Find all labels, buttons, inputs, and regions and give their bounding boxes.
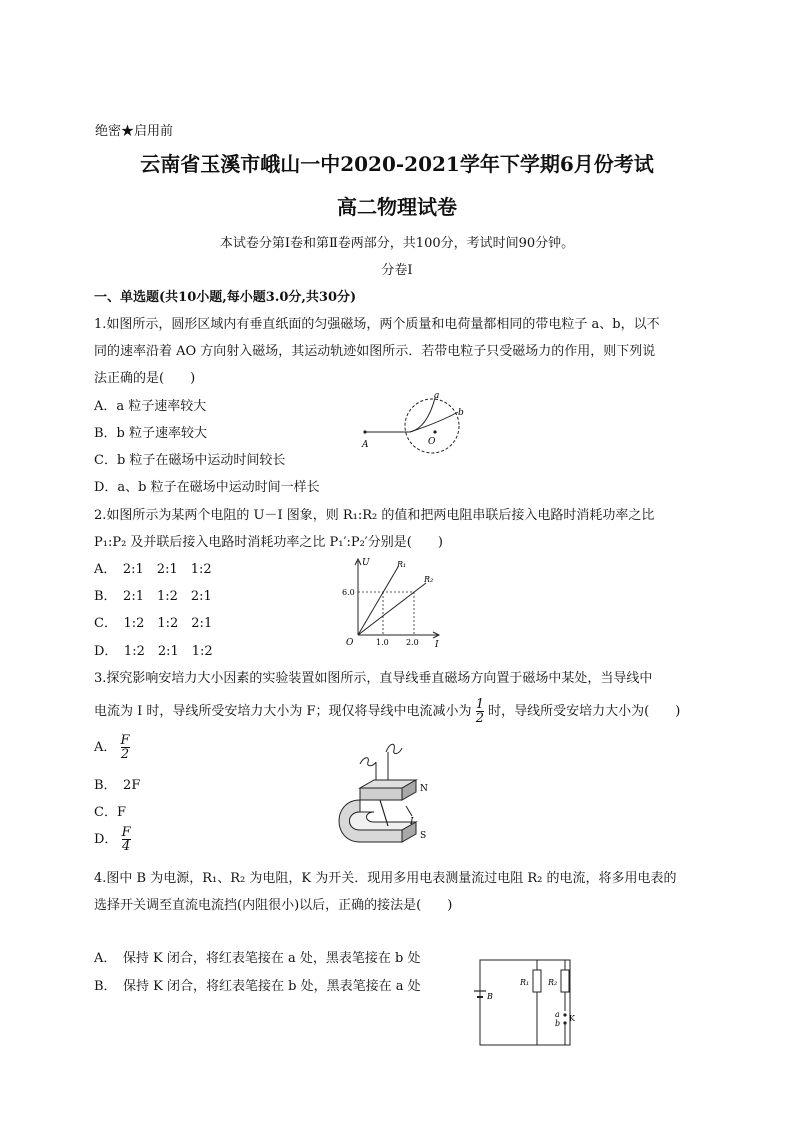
point-a-dot xyxy=(363,430,366,433)
resistor-r2 xyxy=(561,970,569,992)
point-o-dot xyxy=(433,430,436,433)
q3-frac-den: 2 xyxy=(475,711,484,726)
label-S: S xyxy=(420,831,427,841)
label-R1: R₁ xyxy=(397,560,407,569)
resistor-r1 xyxy=(533,970,541,992)
trajectory-a xyxy=(410,398,435,432)
q3-option-a-den: 2 xyxy=(120,747,130,762)
q2-option-c[interactable]: C． 1:2 1:2 2:1 xyxy=(94,616,213,631)
q3-magnet-figure xyxy=(330,738,450,850)
q2-text-line2: P₁:P₂ 及并联后接入电路时消耗功率之比 P₁′:P₂′分别是( ) xyxy=(94,535,443,550)
q3-text-line2 xyxy=(94,698,680,725)
label-b: b xyxy=(555,1019,561,1028)
q3-option-d-prefix: D． xyxy=(94,832,118,847)
q1-option-d[interactable]: D．a、b 粒子在磁场中运动时间一样长 xyxy=(94,480,320,495)
q2-option-a[interactable]: A． 2:1 2:1 1:2 xyxy=(94,562,212,577)
switch-contact-a xyxy=(563,1013,566,1016)
q2-text-line1: 2.如图所示为某两个电阻的 U－I 图象，则 R₁:R₂ 的值和把两电阻串联后接入电路时消耗功率之比 xyxy=(94,508,655,523)
label-a: a xyxy=(434,391,440,401)
q3-option-a-num: F xyxy=(120,733,130,748)
label-R2: R₂ xyxy=(424,575,434,584)
exam-subtitle: 高二物理试卷 xyxy=(337,195,457,219)
q3-line2-part-a: 电流为 I 时，导线所受安培力大小为 F；现仅将导线中电流减小为 xyxy=(94,704,472,719)
q3-option-b[interactable]: B． 2F xyxy=(94,778,141,793)
exam-instructions: 本试卷分第Ⅰ卷和第Ⅱ卷两部分，共100分，考试时间90分钟。 xyxy=(219,236,575,251)
q1-text-line1: 1.如图所示，圆形区域内有垂直纸面的匀强磁场，两个质量和电荷量都相同的带电粒子 a、b，以不 xyxy=(94,317,660,332)
exam-title: 云南省玉溪市峨山一中2020-2021学年下学期6月份考试 xyxy=(140,152,654,176)
q4-option-a[interactable]: A． 保持 K 闭合，将红表笔接在 a 处，黑表笔接在 b 处 xyxy=(94,951,421,966)
q3-option-d[interactable] xyxy=(94,826,131,853)
wire-coil-left xyxy=(360,758,376,766)
q3-line2-part-b: 时，导线所受安培力大小为( ) xyxy=(488,704,681,719)
tick-y-6: 6.0 xyxy=(342,588,355,597)
label-U: U xyxy=(362,558,370,568)
q2-ui-graph-figure xyxy=(340,555,445,650)
section-heading: 一、单选题(共10小题,每小题3.0分,共30分) xyxy=(94,290,357,305)
label-b: b xyxy=(458,408,464,418)
q1-text-line2: 同的速率沿着 AO 方向射入磁场，其运动轨迹如图所示．若带电粒子只受磁场力的作用，则下列说 xyxy=(94,344,656,359)
secret-label: 绝密★启用前 xyxy=(95,124,174,139)
q3-fraction-half xyxy=(476,698,484,725)
q3-frac-num: 1 xyxy=(475,697,484,712)
q3-option-d-num: F xyxy=(121,825,131,840)
q3-option-a-prefix: A． xyxy=(94,740,117,755)
q3-option-c[interactable]: C．F xyxy=(94,805,126,820)
line-r2 xyxy=(358,583,426,635)
line-r1 xyxy=(358,567,398,635)
q4-text-line1: 4.图中 B 为电源，R₁、R₂ 为电阻，K 为开关．现用多用电表测量流过电阻 R₂ 的电流，将多用电表的 xyxy=(94,871,677,886)
q4-circuit-figure xyxy=(470,955,580,1050)
q4-option-b[interactable]: B． 保持 K 闭合，将红表笔接在 b 处，黑表笔接在 a 处 xyxy=(94,979,421,994)
label-K: K xyxy=(569,1014,575,1023)
magnet-top-front xyxy=(360,788,402,800)
label-O: O xyxy=(428,437,436,447)
q1-option-a[interactable]: A．a 粒子速率较大 xyxy=(94,399,207,414)
q3-option-a-fraction xyxy=(121,734,130,761)
circuit-outer-loop xyxy=(480,960,570,1045)
q3-option-d-fraction xyxy=(122,826,131,853)
label-I: I xyxy=(410,817,414,827)
label-I: I xyxy=(435,640,439,650)
label-R2: R₂ xyxy=(548,978,558,987)
q1-magnetic-field-figure xyxy=(355,388,480,458)
label-R1: R₁ xyxy=(520,978,530,987)
label-N: N xyxy=(420,784,428,794)
q1-text-line3: 法正确的是( ) xyxy=(94,371,196,386)
q4-text-line2: 选择开关调至直流电流挡(内阻很小)以后，正确的接法是( ) xyxy=(94,898,453,913)
label-a: a xyxy=(555,1010,560,1019)
label-B: B xyxy=(487,992,493,1001)
label-A: A xyxy=(362,440,369,450)
q1-option-b[interactable]: B．b 粒子速率较大 xyxy=(94,426,208,441)
current-arrow xyxy=(406,806,412,816)
tick-x-1: 1.0 xyxy=(376,638,389,647)
q3-option-a[interactable] xyxy=(94,734,130,761)
q2-option-b[interactable]: B． 2:1 1:2 2:1 xyxy=(94,589,212,604)
label-O: O xyxy=(346,638,354,648)
tick-x-2: 2.0 xyxy=(406,638,419,647)
q2-option-d[interactable]: D． 1:2 2:1 1:2 xyxy=(94,644,213,659)
volume-label: 分卷I xyxy=(381,263,413,278)
q3-text-line1: 3.探究影响安培力大小因素的实验装置如图所示，直导线垂直磁场方向置于磁场中某处，当导线中 xyxy=(94,671,653,686)
q3-option-d-den: 4 xyxy=(121,839,131,854)
q1-option-c[interactable]: C．b 粒子在磁场中运动时间较长 xyxy=(94,453,286,468)
